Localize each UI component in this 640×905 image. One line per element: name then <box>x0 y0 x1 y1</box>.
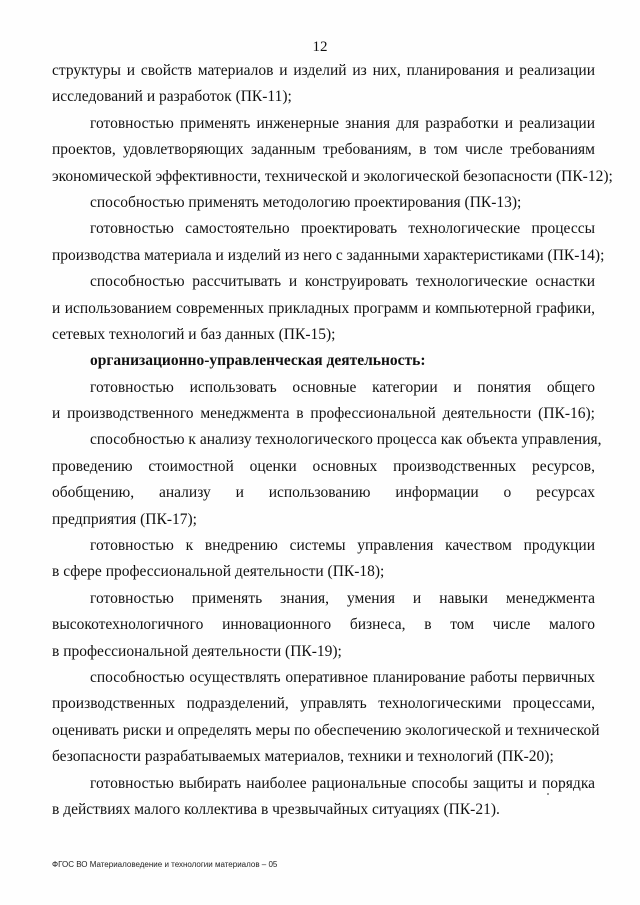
text-line: экономической эффективности, технической и экологической безопасности (ПК-12); <box>52 167 613 185</box>
text-line: готовностью выбирать наиболее рациональные способы защиты и порядка <box>90 774 595 792</box>
text-line: и использованием современных прикладных программ и компьютерной графики, <box>52 299 595 317</box>
page-number: 12 <box>312 39 328 55</box>
text-line: готовностью самостоятельно проектировать технологические процессы <box>90 220 595 238</box>
text-line: готовностью применять инженерные знания для разработки и реализации <box>90 114 595 132</box>
text-line: предприятия (ПК-17); <box>52 510 197 528</box>
text-line: оценивать риски и определять меры по обеспечению экологической и технической <box>52 721 600 739</box>
text-line: способностью к анализу технологического процесса как объекта управления, <box>90 431 602 449</box>
text-line: готовностью применять знания, умения и навыки менеджмента <box>90 589 595 607</box>
text-line: проведению стоимостной оценки основных производственных ресурсов, <box>52 457 595 475</box>
document-footer: ФГОС ВО Материаловедение и технологии материалов – 05 <box>52 860 278 869</box>
text-line: готовностью к внедрению системы управления качеством продукции <box>90 537 595 555</box>
text-line: высокотехнологичного инновационного бизнеса, в том числе малого <box>52 616 595 634</box>
text-line: исследований и разработок (ПК-11); <box>52 88 292 106</box>
text-line: способностью рассчитывать и конструировать технологические оснастки <box>90 273 595 291</box>
text-line: готовностью использовать основные категории и понятия общего <box>90 378 595 396</box>
text-line: сетевых технологий и баз данных (ПК-15); <box>52 325 336 343</box>
text-line: и производственного менеджмента в профессиональной деятельности (ПК-16); <box>52 405 595 423</box>
text-line: способностью применять методологию проектирования (ПК-13); <box>90 193 522 211</box>
text-line: в профессиональной деятельности (ПК-19); <box>52 642 342 660</box>
text-line: безопасности разрабатываемых материалов, техники и технологий (ПК-20); <box>52 748 554 766</box>
body-text <box>52 58 613 823</box>
text-line: способностью осуществлять оперативное планирование работы первичных <box>90 668 595 686</box>
text-line: производства материала и изделий из него с заданными характеристиками (ПК-14); <box>52 246 605 264</box>
text-line: структуры и свойств материалов и изделий из них, планирования и реализации <box>52 62 595 79</box>
text-line: обобщению, анализу и использованию информации о ресурсах <box>52 484 595 502</box>
text-line: в действиях малого коллектива в чрезвычайных ситуациях (ПК-21). <box>52 800 500 818</box>
section-heading: организационно-управленческая деятельность: <box>90 352 426 370</box>
text-line: проектов, удовлетворяющих заданным требованиям, в том числе требованиям <box>52 141 595 159</box>
scan-speck <box>547 793 549 795</box>
text-line: в сфере профессиональной деятельности (ПК-18); <box>52 563 385 581</box>
text-line: производственных подразделений, управлять технологическими процессами, <box>52 695 595 713</box>
